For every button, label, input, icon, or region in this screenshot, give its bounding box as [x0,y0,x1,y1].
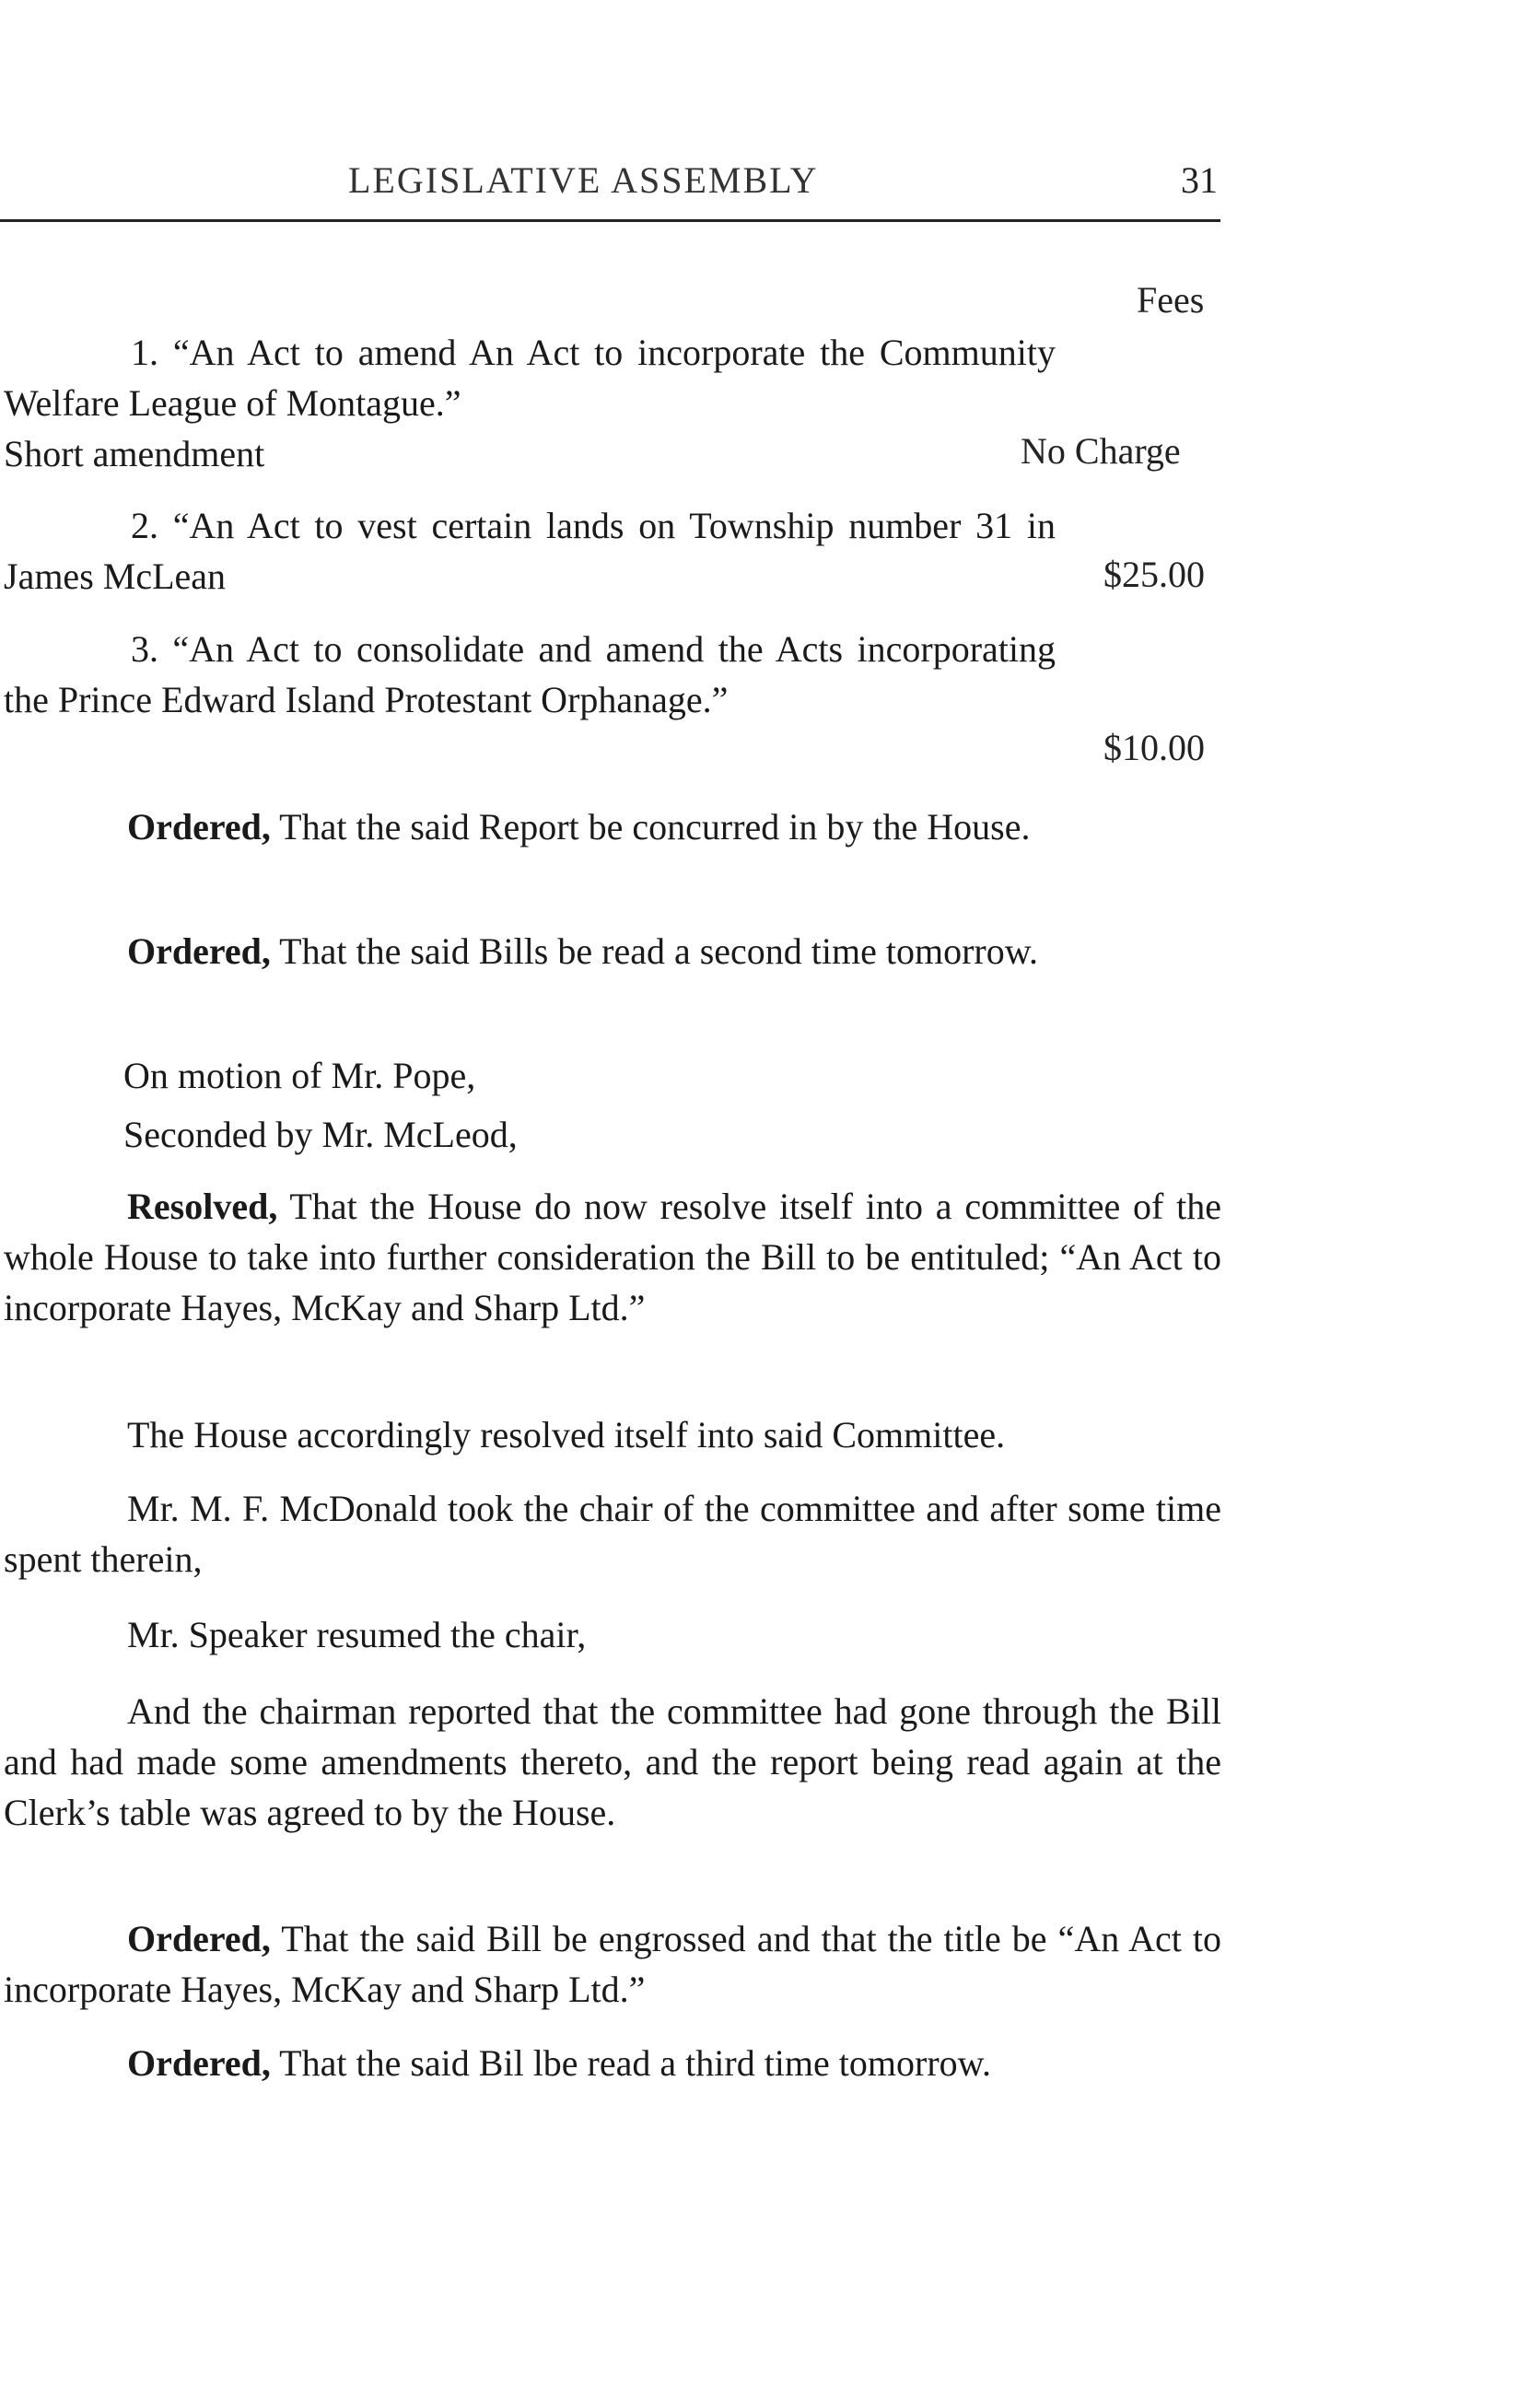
report-paragraph [4,1686,1221,1838]
lead-word: Ordered, [127,806,271,847]
speaker-paragraph [4,1609,1221,1660]
resolved-paragraph [4,1181,1221,1333]
bill-item-text: 1. “An Act to amend An Act to incorporate the Community Welfare League of Montague.” [4,332,1056,424]
paragraph-text: That the said Bills be read a second time tomorrow. [270,930,1039,972]
paragraph-text: That the House do now resolve itself into a committee of the whole House to take into further consideration the Bill to be entituled; “An Act to incorporate Hayes, McKay and Sharp Ltd.” [4,1186,1221,1328]
bill-item-fee: No Charge [1021,430,1181,472]
committee-paragraph [4,1409,1221,1460]
ordered-paragraph [4,926,1221,976]
bill-item-text: 2. “An Act to vest certain lands on Township number 31 in James McLean [4,505,1056,597]
bill-item-fee: $10.00 [1103,727,1205,768]
motion-line: On motion of Mr. Pope, [123,1055,476,1096]
paragraph-text: That the said Bill be engrossed and that the title be “An Act to incorporate Hayes, McKay and Sharp Ltd.” [4,1918,1221,2010]
lead-word: Ordered, [127,1918,271,1959]
page-header [0,155,1220,222]
lead-word: Ordered, [127,930,271,972]
bill-item-3 [4,624,1056,725]
lead-word: Ordered, [127,2042,271,2084]
paragraph-text: And the chairman reported that the committee had gone through the Bill and had made some amendments thereto, and the report being read again at the Clerk’s table was agreed to by the House. [4,1690,1221,1833]
paragraph-text: Mr. Speaker resumed the chair, [127,1614,587,1655]
paragraph-text: Mr. M. F. McDonald took the chair of the committee and after some time spent therein, [4,1488,1221,1580]
bill-item-fee: $25.00 [1103,554,1205,595]
bill-item-2 [4,500,1056,602]
bill-item-1 [4,327,1056,479]
ordered-paragraph [4,2038,1221,2088]
bill-item-text: 3. “An Act to consolidate and amend the Acts incorporating the Prince Edward Island Protestant Orphanage.” [4,628,1056,720]
ordered-paragraph [4,1913,1221,2015]
bill-item-note: Short amendment [4,433,265,474]
chair-paragraph [4,1483,1221,1584]
running-title: LEGISLATIVE ASSEMBLY [348,159,819,201]
paragraph-text: That the said Report be concurred in by the House. [270,806,1031,847]
paragraph-text: The House accordingly resolved itself into said Committee. [127,1414,1006,1455]
lead-word: Resolved, [127,1186,278,1227]
page-number: 31 [1181,159,1218,201]
paragraph-text: That the said Bil lbe read a third time tomorrow. [270,2042,991,2084]
fees-column-heading: Fees [1137,279,1205,321]
ordered-paragraph [4,801,1221,852]
seconded-line: Seconded by Mr. McLeod, [123,1114,518,1155]
